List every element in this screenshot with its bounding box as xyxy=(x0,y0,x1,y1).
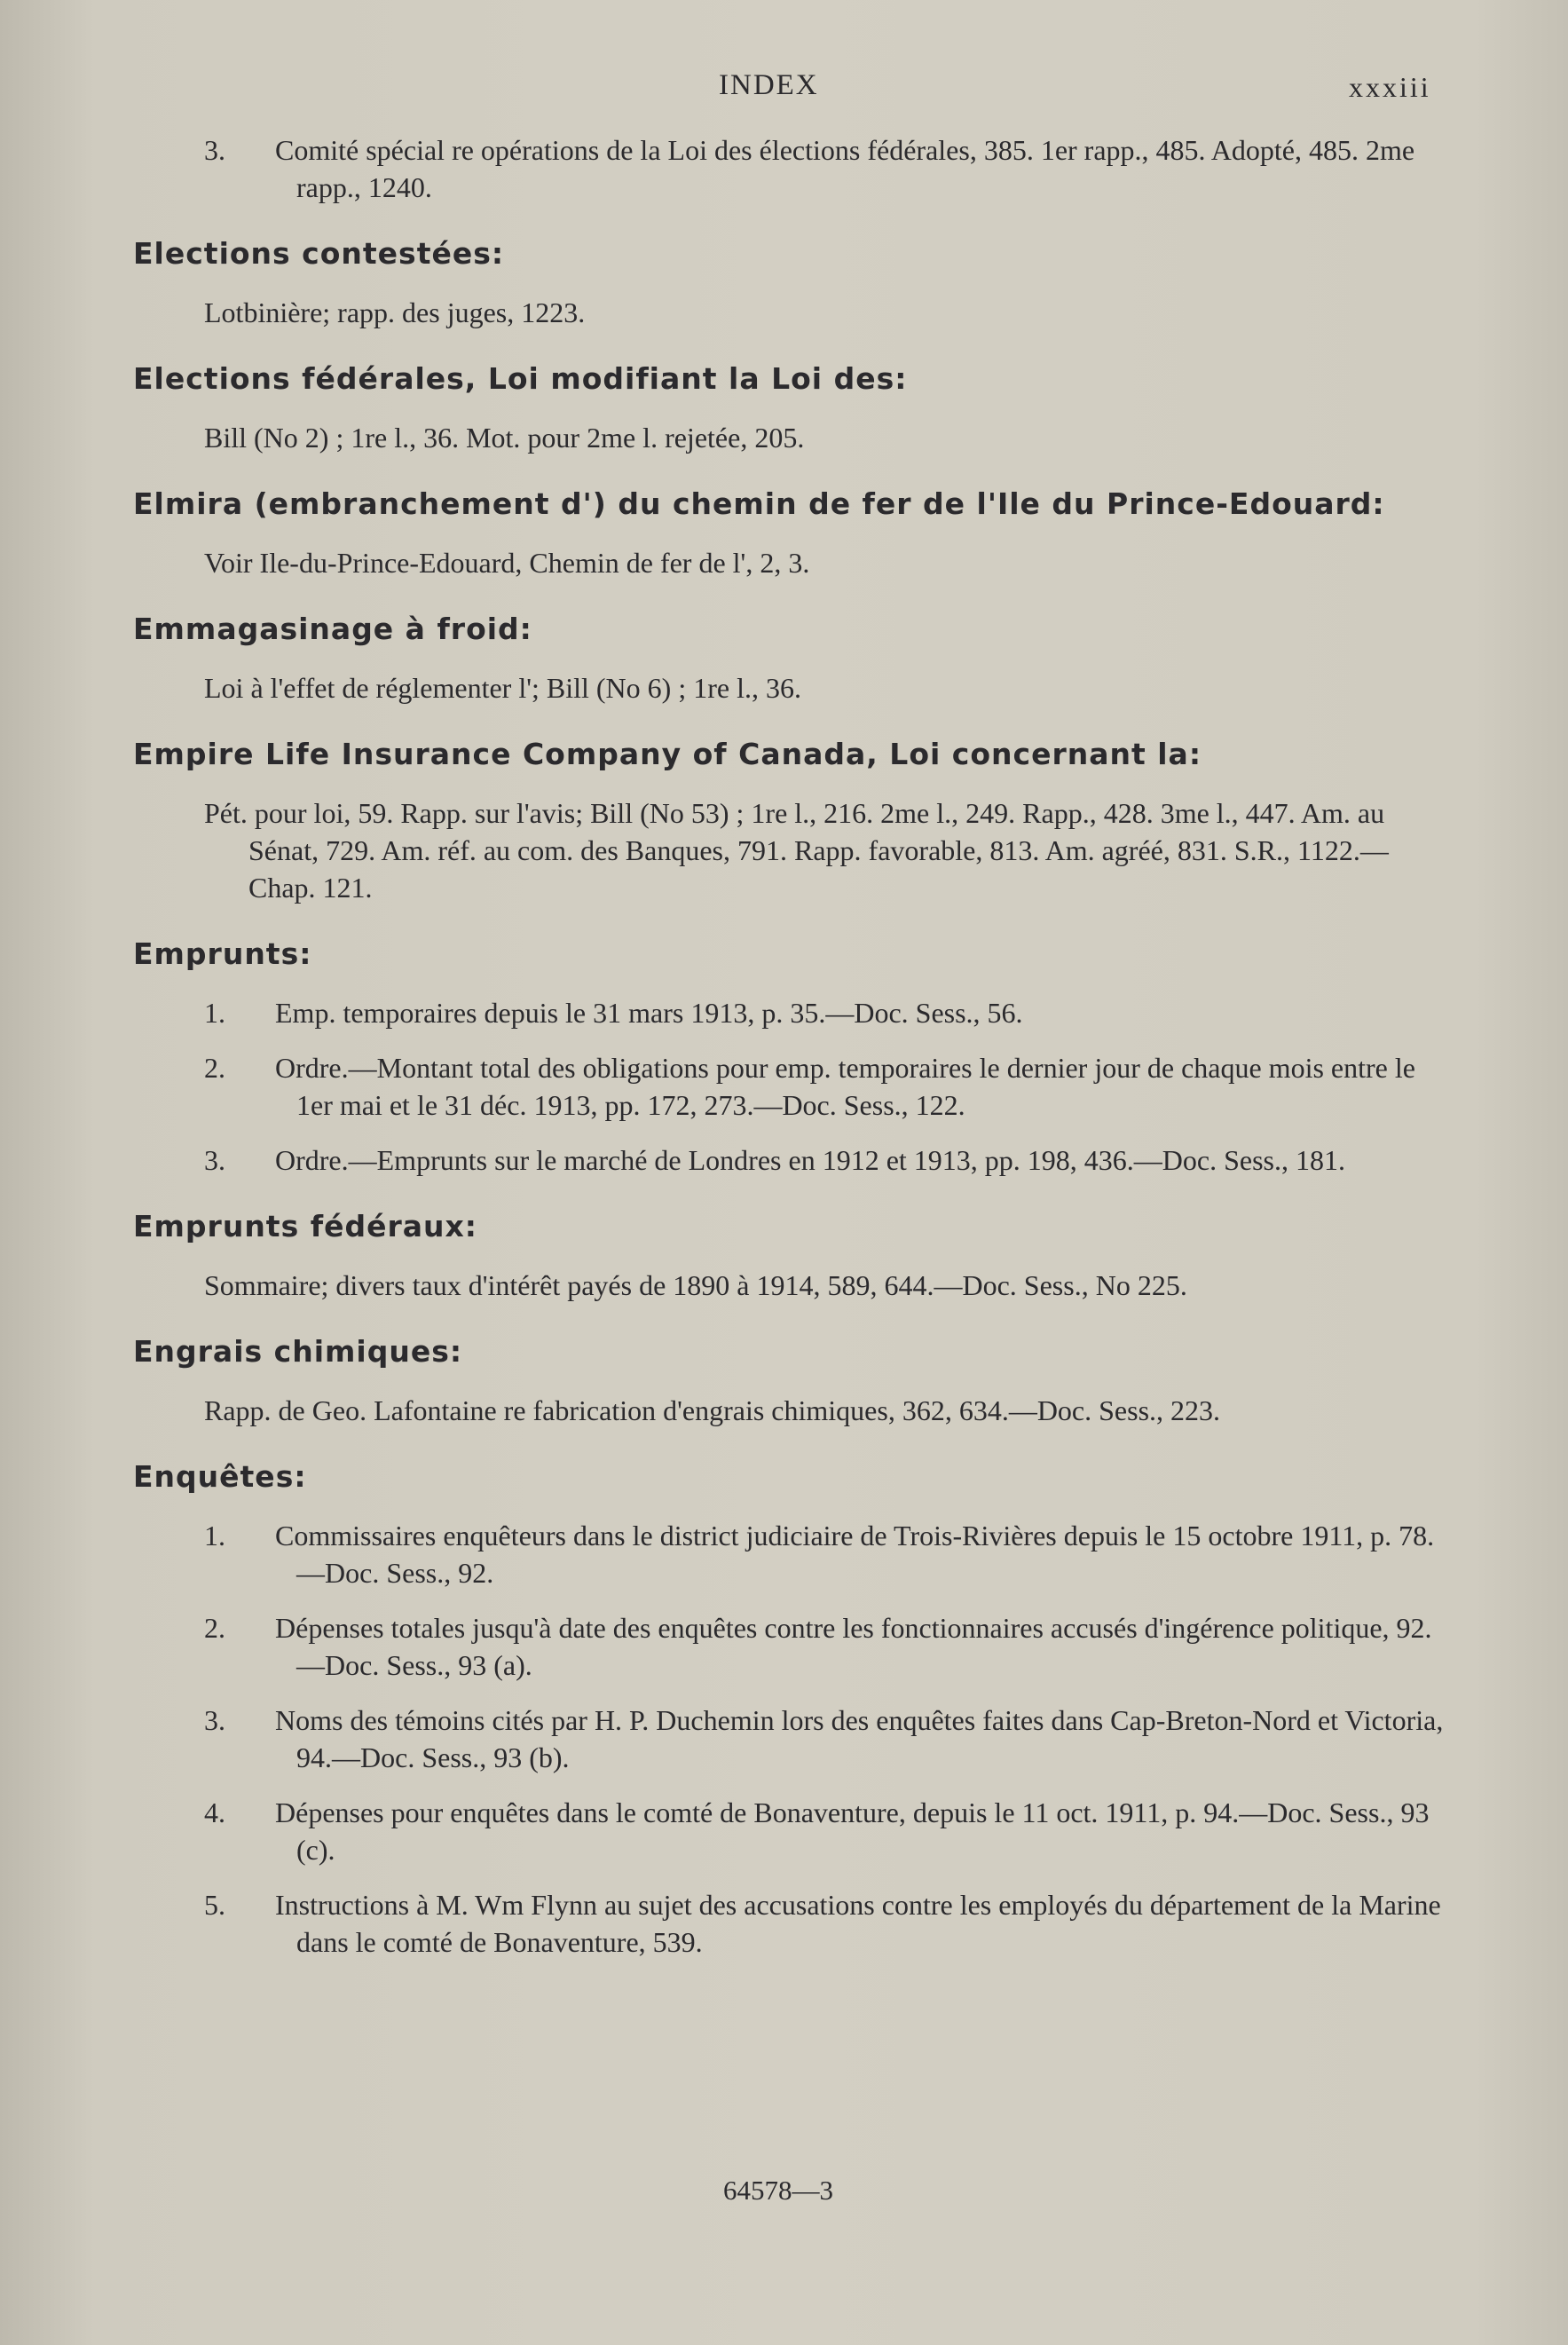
index-entry: Rapp. de Geo. Lafontaine re fabrication d'engrais chimiques, 362, 634.—Doc. Sess., 223. xyxy=(204,1394,1221,1426)
index-heading: Engrais chimiques: xyxy=(133,1334,463,1369)
entry-number: 4. xyxy=(204,1796,225,1828)
entry-number: 3. xyxy=(204,1144,225,1176)
index-content xyxy=(133,131,1455,1961)
entry-text: Instructions à M. Wm Flynn au sujet des accusations contre les employés du département de la Marine dans le comté de Bonaventure, 539. xyxy=(275,1889,1441,1958)
index-entry: Loi à l'effet de réglementer l'; Bill (No 6) ; 1re l., 36. xyxy=(204,672,801,704)
entry-number: 1. xyxy=(204,1520,225,1551)
index-heading: Emprunts: xyxy=(133,936,312,971)
index-entry: Bill (No 2) ; 1re l., 36. Mot. pour 2me l. rejetée, 205. xyxy=(204,422,805,454)
index-entry xyxy=(133,1702,1455,1776)
entry-number: 2. xyxy=(204,1612,225,1644)
entry-number: 3. xyxy=(204,134,225,166)
index-heading: Elections fédérales, Loi modifiant la Loi des: xyxy=(133,361,908,396)
printer-signature: 64578—3 xyxy=(723,2175,833,2206)
entry-text: Ordre.—Emprunts sur le marché de Londres en 1912 et 1913, pp. 198, 436.—Doc. Sess., 181. xyxy=(275,1144,1345,1176)
entry-text: Dépenses pour enquêtes dans le comté de Bonaventure, depuis le 11 oct. 1911, p. 94.—Doc. Sess., 93 (c). xyxy=(275,1796,1430,1866)
index-entry xyxy=(133,1794,1455,1868)
index-heading: Elections contestées: xyxy=(133,236,505,271)
page-number: xxxiii xyxy=(1349,71,1431,103)
entry-number: 3. xyxy=(204,1704,225,1736)
running-title: INDEX xyxy=(719,69,819,101)
index-heading: Emmagasinage à froid: xyxy=(133,612,532,646)
index-heading: Empire Life Insurance Company of Canada, Loi concernant la: xyxy=(133,737,1202,771)
index-entry: Lotbinière; rapp. des juges, 1223. xyxy=(204,296,586,328)
entry-text: Emp. temporaires depuis le 31 mars 1913, p. 35.—Doc. Sess., 56. xyxy=(275,997,1023,1029)
index-entry xyxy=(133,1049,1455,1124)
entry-text: Noms des témoins cités par H. P. Duchemin lors des enquêtes faites dans Cap-Breton-Nord et Victoria, 94.—Doc. Sess., 93 (b). xyxy=(275,1704,1444,1773)
entry-number: 2. xyxy=(204,1052,225,1084)
entry-text: Comité spécial re opérations de la Loi des élections fédérales, 385. 1er rapp., 485. Adopté, 485. 2me rapp., 1240. xyxy=(275,134,1415,203)
entry-text: Commissaires enquêteurs dans le district judiciaire de Trois-Rivières depuis le 15 octobre 1911, p. 78.—Doc. Sess., 92. xyxy=(275,1520,1435,1589)
index-entry xyxy=(133,994,1455,1031)
index-entry xyxy=(133,1517,1455,1591)
entry-text: Ordre.—Montant total des obligations pour emp. temporaires le dernier jour de chaque mois entre le 1er mai et le 31 déc. 1913, pp. 172, 273.—Doc. Sess., 122. xyxy=(275,1052,1415,1121)
index-entry xyxy=(133,1609,1455,1684)
entry-number: 5. xyxy=(204,1889,225,1921)
entry-text: Dépenses totales jusqu'à date des enquêtes contre les fonctionnaires accusés d'ingérence politique, 92.—Doc. Sess., 93 (a). xyxy=(275,1612,1432,1681)
index-entry xyxy=(133,131,1455,206)
index-entry xyxy=(133,1141,1455,1179)
entry-number: 1. xyxy=(204,997,225,1029)
index-entry: Pét. pour loi, 59. Rapp. sur l'avis; Bill (No 53) ; 1re l., 216. 2me l., 249. Rapp., 428. 3me l., 447. Am. au Sénat, 729. Am. réf. au com. des Banques, 791. Rapp. favorable, 813. Am. agréé, 831. S.R., 1122.—Chap. 121. xyxy=(204,797,1389,904)
index-entry: Sommaire; divers taux d'intérêt payés de 1890 à 1914, 589, 644.—Doc. Sess., No 225. xyxy=(204,1269,1187,1301)
index-heading: Enquêtes: xyxy=(133,1459,307,1494)
index-heading: Emprunts fédéraux: xyxy=(133,1209,477,1244)
index-entry xyxy=(133,1886,1455,1961)
index-entry: Voir Ile-du-Prince-Edouard, Chemin de fer de l', 2, 3. xyxy=(204,547,810,579)
index-heading: Elmira (embranchement d') du chemin de fer de l'Ile du Prince-Edouard: xyxy=(133,486,1385,521)
